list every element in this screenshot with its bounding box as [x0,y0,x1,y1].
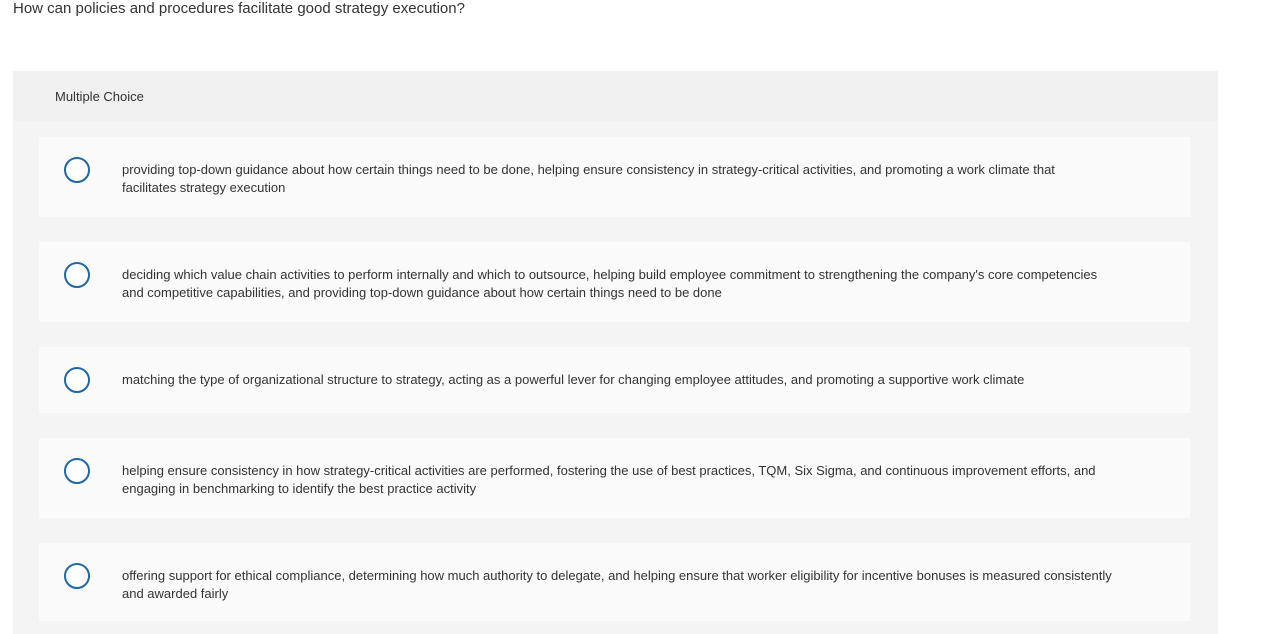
radio-button-2[interactable] [64,262,90,288]
question-text: How can policies and procedures facilitate good strategy execution? [13,0,465,17]
question-type-label: Multiple Choice [55,88,144,104]
radio-button-3[interactable] [64,367,90,393]
radio-button-4[interactable] [64,458,90,484]
radio-button-1[interactable] [64,157,90,183]
answer-option-4[interactable] [39,438,1190,518]
answer-option-text-3: matching the type of organizational structure to strategy, acting as a powerful lever for changing employee attitudes, and promoting a supportive work climate [122,372,1025,387]
multiple-choice-panel [13,71,1218,634]
answer-option-text-5: offering support for ethical compliance, determining how much authority to delegate, and helping ensure that worker eligibility for incentive bonuses is measured consistently and awarded fairly [122,568,1112,601]
radio-button-5[interactable] [64,563,90,589]
answer-option-text-1: providing top-down guidance about how certain things need to be done, helping ensure consistency in strategy-critical activities, and promoting a work climate that facilitates strategy execution [122,162,1055,195]
answer-option-5[interactable] [39,543,1190,621]
answer-option-2[interactable] [39,242,1190,322]
panel-header [13,71,1218,121]
answer-option-text-2: deciding which value chain activities to perform internally and which to outsource, helping build employee commitment to strengthening the company's core competencies and competitive capabilities, and providing top-down guidance about how certain things need to be done [122,267,1098,300]
answer-option-text-4: helping ensure consistency in how strategy-critical activities are performed, fostering the use of best practices, TQM, Six Sigma, and continuous improvement efforts, and engaging in benchmarking to identify the best practice activity [122,463,1096,496]
answer-option-3[interactable] [39,347,1190,413]
answer-option-1[interactable] [39,137,1190,217]
